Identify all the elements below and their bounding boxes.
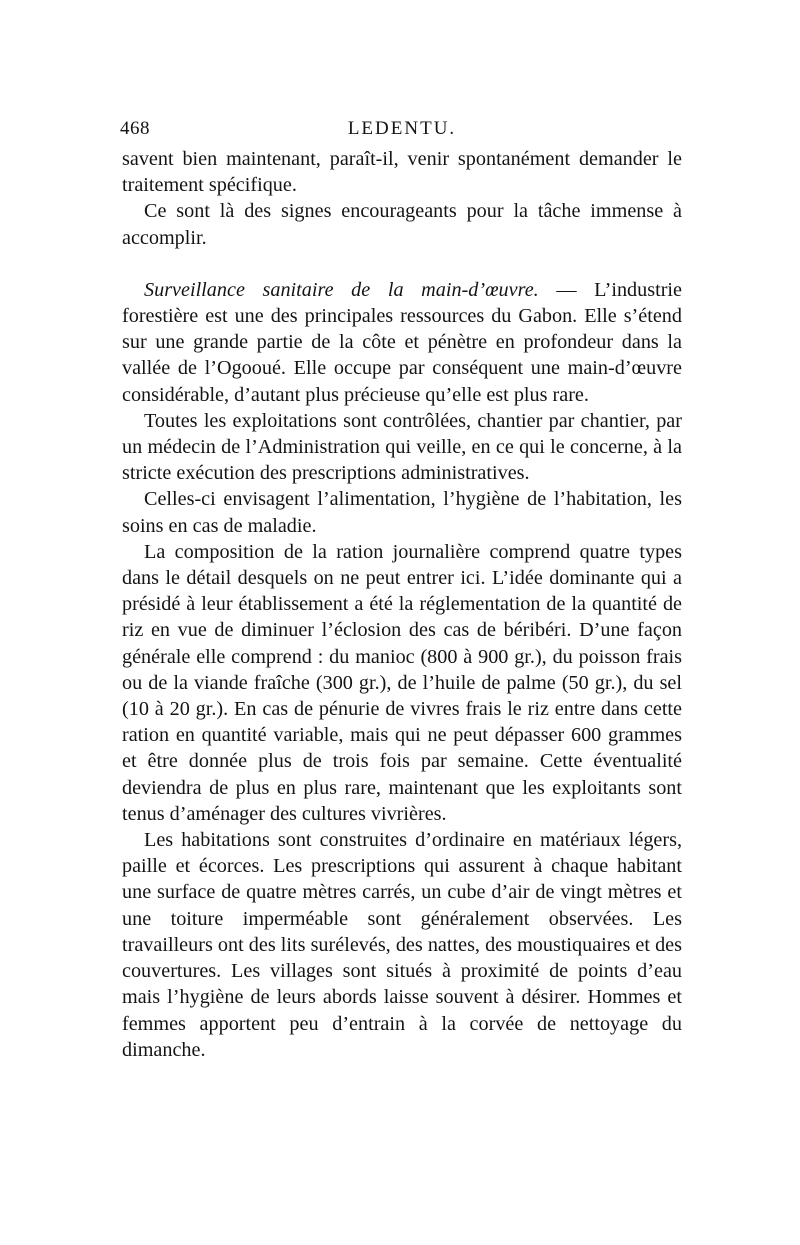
paragraph-ration: La composition de la ration journalière comprend quatre types dans le détail desquels on ne peut entrer ici. L’idée dominante qui a présidé à leur établissement a été la réglementation de la quantité de riz en vue de diminuer l’éclosion des cas de béribéri. D’une façon générale elle comprend : du manioc (800 à 900 gr.), du poisson frais ou de la viande fraîche (300 gr.), de l’huile de palme (50 gr.), du sel (10 à 20 gr.). En cas de pénurie de vivres frais le riz entre dans cette ration en quantité variable, mais qui ne peut dépasser 600 grammes et être donnée plus de trois fois par semaine. Cette éventualité deviendra de plus en plus rare, maintenant que les exploitants sont tenus d’aménager des cultures vivrières. xyxy=(122,540,682,825)
running-head: LEDENTU. xyxy=(347,118,457,139)
page-header xyxy=(122,118,682,146)
section-title: Surveillance sanitaire de la main-d’œuvre. xyxy=(144,278,539,301)
page-number: 468 xyxy=(120,118,150,139)
paragraph-controls: Toutes les exploitations sont contrôlées, chantier par chantier, par un médecin de l’Administration qui veille, en ce qui le concerne, à la stricte exécution des prescriptions administratives. xyxy=(122,409,682,485)
section-body: — L’industrie forestière est une des principales ressources du Gabon. Elle s’étend sur une grande partie de la côte et pénètre en profondeur dans la vallée de l’Ogooué. Elle occupe par conséquent une main-d’œuvre considérable, d’autant plus précieuse qu’elle est plus rare. xyxy=(122,278,682,406)
paragraph-encouraging-signs: Ce sont là des signes encourageants pour la tâche immense à accomplir. xyxy=(122,200,682,249)
book-page xyxy=(122,118,682,1063)
paragraph-continuation: savent bien maintenant, paraît-il, venir spontanément demander le traitement spécifique. xyxy=(122,148,682,197)
paragraph-forest-industry xyxy=(122,277,682,408)
section-gap xyxy=(122,251,682,277)
paragraph-prescriptions: Celles-ci envisagent l’alimentation, l’hygiène de l’habitation, les soins en cas de maladie. xyxy=(122,488,682,537)
paragraph-housing: Les habitations sont construites d’ordinaire en matériaux légers, paille et écorces. Les prescriptions qui assurent à chaque habitant une surface de quatre mètres carrés, un cube d’air de vingt mètres et une toiture imperméable sont généralement observées. Les travailleurs ont des lits surélevés, des nattes, des moustiquaires et des couvertures. Les villages sont situés à proximité de points d’eau mais l’hygiène de leurs abords laisse souvent à désirer. Hommes et femmes apportent peu d’entrain à la corvée de nettoyage du dimanche. xyxy=(122,829,682,1061)
